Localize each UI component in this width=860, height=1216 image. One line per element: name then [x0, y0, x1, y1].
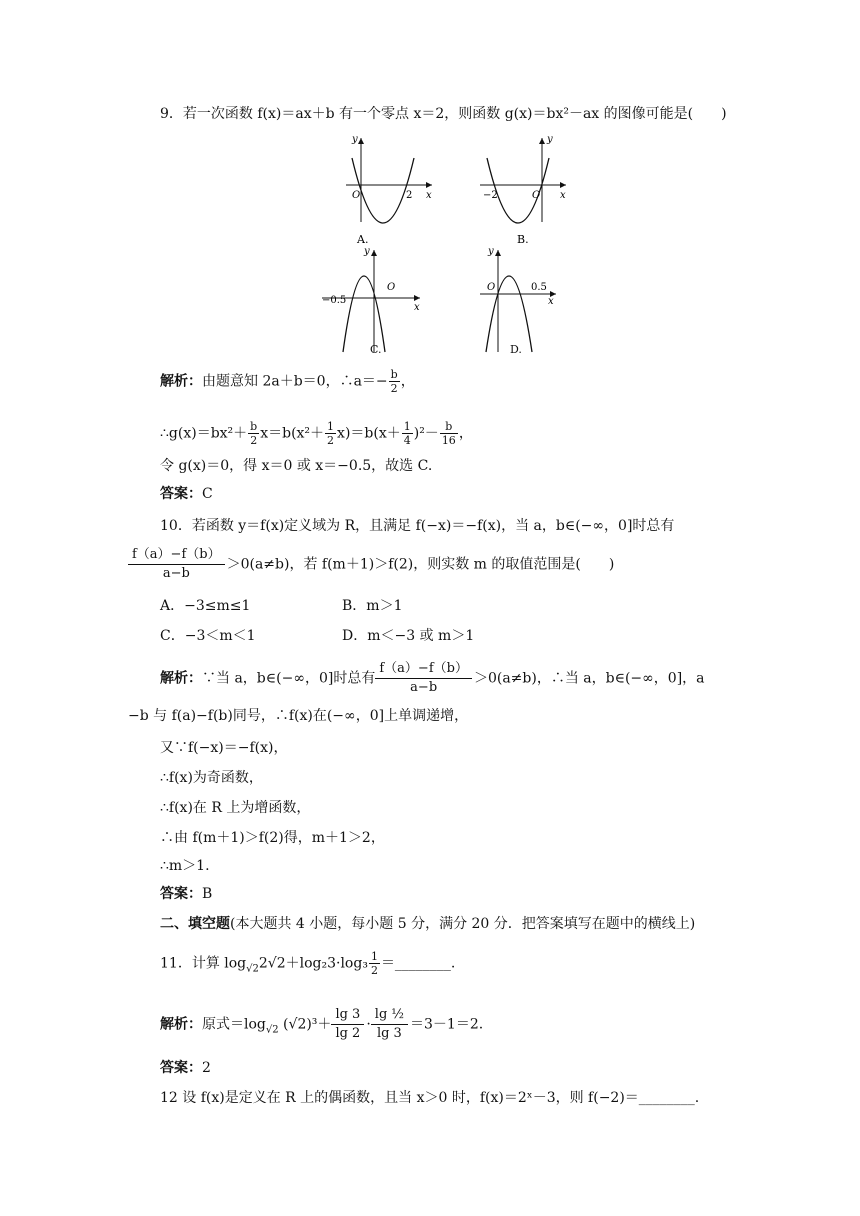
q10-option-c: C．−3＜m＜1 [160, 628, 256, 644]
q10-option-a: A．−3≤m≤1 [160, 598, 251, 614]
section-title: 二、填空题(本大题共 4 小题，每小题 5 分，满分 20 分．把答案填写在题中的横线上) [160, 916, 696, 932]
q10-option-d: D．m＜−3 或 m＞1 [342, 628, 475, 644]
q11-analysis: 解析：原式$=\log_{√2}$ (√2)³＋ $\frac{\lg 3}{\lg 2}$ · $\frac{\text{lg ½}}{\lg 3}$ ＝3－1＝2. [160, 1007, 484, 1041]
graph-b-y: y [547, 134, 553, 145]
graph-a-origin: O [352, 190, 361, 201]
q12-stem: 12 设 f(x)是定义在 R 上的偶函数，且当 x＞0 时，f(x)＝2ˣ－3，则 f(−2)＝________. [160, 1090, 700, 1106]
q9-analysis-2: ∴g(x)＝bx²＋ $\frac{b}{2}$ x＝b(x²＋ $\frac{1}{2}$ x)＝b(x＋ $\frac{1}{4}$ )²－ $\frac{b}{16}$ ， [160, 420, 473, 447]
q10-option-b: B．m＞1 [342, 598, 403, 614]
q10-analysis-7: ∴m＞1. [160, 858, 210, 874]
q11-answer: 答案：2 [160, 1060, 211, 1076]
graph-d-origin: O [487, 282, 496, 293]
analysis-label: 解析： [160, 373, 202, 390]
q10-analysis-3: 又∵f(−x)＝−f(x)， [160, 740, 288, 756]
graph-a-x: x [426, 190, 432, 201]
graph-b-neg2: −2 [483, 190, 498, 201]
q9-analysis-3: 令 g(x)＝0，得 x＝0 或 x＝−0.5，故选 C. [160, 458, 433, 474]
q10-stem-1: 10．若函数 y＝f(x)定义域为 R，且满足 f(−x)＝−f(x)，当 a，b∈(−∞，0]时总有 [160, 518, 675, 534]
graph-a-caption: A. [357, 233, 369, 246]
q10-answer: 答案：B [160, 886, 213, 902]
q11-stem: 11．计算 $\log_{√2}2√2+\log_23\cdot\log_3$ $\frac{1}{2}$ ＝________. [160, 950, 456, 977]
graph-d-y: y [488, 246, 494, 257]
graph-c-x: x [414, 302, 420, 313]
q9-answer: 答案：C [160, 486, 213, 502]
graph-c-caption: C. [370, 343, 382, 356]
q10-analysis-5: ∴f(x)在 R 上为增函数， [160, 800, 311, 816]
q9-graphs [0, 120, 860, 360]
graph-b-caption: B. [517, 233, 529, 246]
graph-c-neg05: −0.5 [322, 295, 347, 306]
graph-d [480, 246, 556, 352]
graph-a-2: 2 [406, 190, 413, 201]
q9-stem: 9．若一次函数 f(x)＝ax＋b 有一个零点 x＝2，则函数 g(x)＝bx²－ax 的图像可能是( ) [160, 106, 727, 122]
graph-a-y: y [352, 134, 358, 145]
graph-c-origin: O [387, 282, 396, 293]
q10-analysis-6: ∴由 f(m＋1)＞f(2)得，m＋1＞2， [160, 830, 385, 846]
q10-analysis-4: ∴f(x)为奇函数， [160, 770, 263, 786]
fraction: $\frac{b}{2}$ [390, 368, 398, 395]
q9-analysis-1: 解析：由题意知 2a＋b＝0，∴a＝− $\frac{b}{2}$ ， [160, 368, 415, 395]
graph-b-origin: O [532, 190, 541, 201]
graph-d-x: x [548, 296, 554, 307]
q10-analysis-2: −b 与 f(a)−f(b)同号，∴f(x)在(−∞，0]上单调递增， [128, 708, 469, 724]
graph-d-caption: D. [510, 343, 522, 356]
q10-fraction: $\frac{f(a)-f(b)}{a-b}$ [128, 546, 225, 583]
graph-b [480, 134, 566, 246]
q10-stem-2: $\frac{f(a)-f(b)}{a-b}$ ＞0(a≠b)，若 f(m＋1)＞f(2)，则实数 m 的取值范围是( ) [128, 546, 614, 583]
graph-d-05: 0.5 [531, 282, 547, 293]
q10-analysis-1: 解析：∵当 a，b∈(−∞，0]时总有 $\frac{f(a)-f(b)}{a-b}$ ＞0(a≠b)，∴当 a，b∈(−∞，0]，a [160, 661, 705, 695]
graph-c-y: y [364, 246, 370, 257]
graph-c [322, 246, 420, 352]
graph-b-x: x [560, 190, 566, 201]
graph-a [346, 134, 432, 246]
